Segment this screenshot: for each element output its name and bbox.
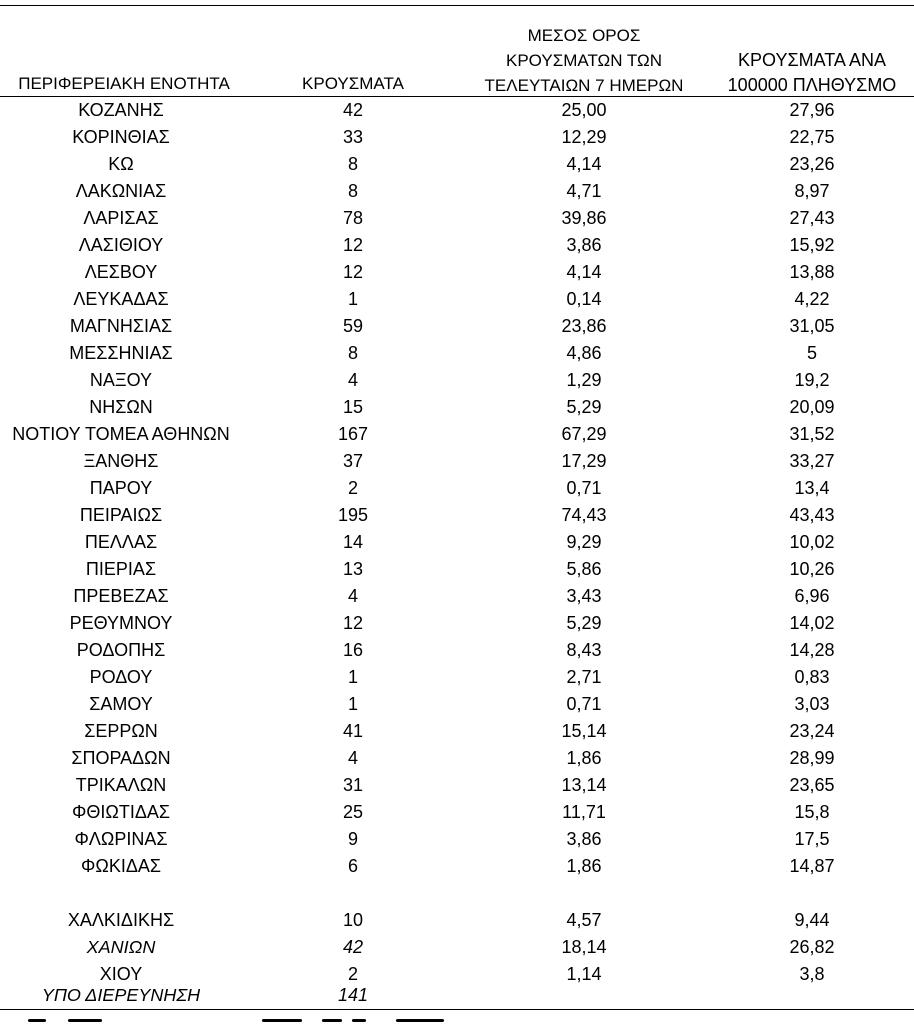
table-row xyxy=(0,286,914,313)
avg7-cell: 5,29 xyxy=(566,613,602,633)
cases-cell: 1 xyxy=(347,667,358,687)
cases-cell: 37 xyxy=(342,451,364,471)
region-cell: ΜΕΣΣΗΝΙΑΣ xyxy=(69,343,173,363)
per100k-cell: 14,02 xyxy=(789,613,835,633)
per100k-cell: 23,26 xyxy=(789,154,835,174)
footer-row xyxy=(0,982,914,1009)
region-cell: ΝΟΤΙΟΥ ΤΟΜΕΑ ΑΘΗΝΩΝ xyxy=(12,424,230,444)
region-cell: ΡΕΘΥΜΝΟΥ xyxy=(69,613,173,633)
table-row xyxy=(0,178,914,205)
avg7-cell: 5,29 xyxy=(566,397,602,417)
per100k-cell: 13,88 xyxy=(789,262,835,282)
cases-cell: 8 xyxy=(347,343,358,363)
region-cell: ΤΡΙΚΑΛΩΝ xyxy=(75,775,167,795)
per100k-cell: 3,03 xyxy=(794,694,830,714)
header-avg7: ΜΕΣΟΣ ΟΡΟΣ ΚΡΟΥΣΜΑΤΩΝ ΤΩΝ ΤΕΛΕΥΤΑΙΩΝ 7 ΗΜΕΡΩΝ xyxy=(484,26,684,95)
avg7-cell: 4,14 xyxy=(566,154,602,174)
per100k-cell: 5 xyxy=(806,343,817,363)
avg7-cell: 39,86 xyxy=(561,208,607,228)
table-row xyxy=(0,232,914,259)
region-cell: ΛΕΥΚΑΔΑΣ xyxy=(73,289,169,309)
table-row xyxy=(0,421,914,448)
per100k-cell: 14,28 xyxy=(789,640,835,660)
table-row xyxy=(0,610,914,637)
table-row xyxy=(0,448,914,475)
avg7-cell: 1,86 xyxy=(566,856,602,876)
cases-cell: 8 xyxy=(347,181,358,201)
table-row xyxy=(0,205,914,232)
cases-cell: 4 xyxy=(347,748,358,768)
region-cell: ΦΛΩΡΙΝΑΣ xyxy=(74,829,168,849)
per100k-cell: 23,24 xyxy=(789,721,835,741)
region-cell: ΛΕΣΒΟΥ xyxy=(84,262,158,282)
region-cell: ΚΟΡΙΝΘΙΑΣ xyxy=(72,127,170,147)
avg7-cell: 25,00 xyxy=(561,100,607,120)
per100k-cell: 26,82 xyxy=(789,937,835,957)
region-cell: ΞΑΝΘΗΣ xyxy=(83,451,159,471)
region-cell: ΣΑΜΟΥ xyxy=(89,694,153,714)
cases-cell: 42 xyxy=(342,100,364,120)
cases-cell: 25 xyxy=(342,802,364,822)
table-body xyxy=(0,97,914,988)
avg7-cell: 13,14 xyxy=(561,775,607,795)
per100k-cell: 4,22 xyxy=(794,289,830,309)
avg7-cell: 5,86 xyxy=(566,559,602,579)
table-row xyxy=(0,313,914,340)
per100k-cell: 28,99 xyxy=(789,748,835,768)
table-row xyxy=(0,664,914,691)
avg7-cell: 11,71 xyxy=(562,802,606,822)
per100k-cell: 23,65 xyxy=(789,775,835,795)
header-cases: ΚΡΟΥΣΜΑΤΑ xyxy=(302,74,404,93)
region-cell: ΣΕΡΡΩΝ xyxy=(84,721,158,741)
cases-cell: 13 xyxy=(342,559,364,579)
avg7-cell: 3,43 xyxy=(566,586,602,606)
region-cell: ΛΑΣΙΘΙΟΥ xyxy=(78,235,164,255)
region-cell: ΠΑΡΟΥ xyxy=(89,478,153,498)
per100k-cell: 8,97 xyxy=(794,181,830,201)
region-cell: ΡΟΔΟΠΗΣ xyxy=(76,640,166,660)
cut-off-next-line xyxy=(0,1013,914,1026)
cases-cell: 195 xyxy=(337,505,369,525)
avg7-cell: 4,14 xyxy=(566,262,602,282)
avg7-cell: 4,86 xyxy=(566,343,602,363)
per100k-cell: 20,09 xyxy=(789,397,835,417)
table-row xyxy=(0,637,914,664)
avg7-cell: 3,86 xyxy=(566,829,602,849)
table-row xyxy=(0,259,914,286)
avg7-cell: 0,14 xyxy=(566,289,602,309)
cases-cell: 42 xyxy=(342,937,364,957)
table-row xyxy=(0,529,914,556)
cases-cell: 9 xyxy=(347,829,358,849)
avg7-cell: 12,29 xyxy=(561,127,607,147)
table-row xyxy=(0,97,914,124)
cases-cell: 12 xyxy=(342,235,364,255)
region-cell: ΡΟΔΟΥ xyxy=(89,667,153,687)
cases-cell: 31 xyxy=(342,775,364,795)
avg7-cell: 1,14 xyxy=(566,964,602,984)
per100k-cell: 10,26 xyxy=(789,559,835,579)
footer-label: ΥΠΟ ΔΙΕΡΕΥΝΗΣΗ xyxy=(41,985,201,1005)
avg7-cell: 8,43 xyxy=(566,640,602,660)
per100k-cell: 3,8 xyxy=(799,964,825,984)
region-cell: ΠΕΛΛΑΣ xyxy=(84,532,158,552)
per100k-cell: 9,44 xyxy=(794,910,830,930)
per100k-cell: 6,96 xyxy=(794,586,830,606)
region-cell: ΛΑΚΩΝΙΑΣ xyxy=(75,181,167,201)
table-row xyxy=(0,907,914,934)
cases-cell: 1 xyxy=(347,289,358,309)
avg7-cell: 3,86 xyxy=(566,235,602,255)
cases-cell: 1 xyxy=(347,694,358,714)
per100k-cell: 14,87 xyxy=(789,856,835,876)
cases-cell: 2 xyxy=(347,478,358,498)
region-cell: ΦΩΚΙΔΑΣ xyxy=(81,856,161,876)
table-row xyxy=(0,475,914,502)
cases-cell: 12 xyxy=(342,262,364,282)
table-row xyxy=(0,691,914,718)
table-row xyxy=(0,151,914,178)
per100k-cell: 27,96 xyxy=(789,100,835,120)
cases-cell: 2 xyxy=(347,964,358,984)
cases-cell: 8 xyxy=(347,154,358,174)
per100k-cell: 0,83 xyxy=(794,667,830,687)
table-bottom-rule xyxy=(0,1009,914,1010)
cases-cell: 33 xyxy=(342,127,364,147)
table-row xyxy=(0,853,914,880)
table-row xyxy=(0,799,914,826)
avg7-cell: 4,57 xyxy=(566,910,602,930)
cases-cell: 78 xyxy=(342,208,364,228)
avg7-cell: 0,71 xyxy=(566,694,602,714)
avg7-cell: 23,86 xyxy=(561,316,607,336)
header-per100k: ΚΡΟΥΣΜΑΤΑ ΑΝΑ 100000 ΠΛΗΘΥΣΜΟ xyxy=(727,50,897,95)
avg7-cell: 15,14 xyxy=(561,721,607,741)
region-cell: ΜΑΓΝΗΣΙΑΣ xyxy=(69,316,173,336)
cases-cell: 6 xyxy=(347,856,358,876)
cases-cell: 12 xyxy=(342,613,364,633)
table-row xyxy=(0,124,914,151)
header-region: ΠΕΡΙΦΕΡΕΙΑΚΗ ΕΝΟΤΗΤΑ xyxy=(18,74,230,93)
region-cell: ΝΗΣΩΝ xyxy=(89,397,153,417)
region-cell: ΠΕΙΡΑΙΩΣ xyxy=(79,505,163,525)
per100k-cell: 15,8 xyxy=(794,802,830,822)
table-top-rule xyxy=(0,5,914,6)
table-row xyxy=(0,934,914,961)
region-cell: ΚΟΖΑΝΗΣ xyxy=(78,100,164,120)
per100k-cell: 31,52 xyxy=(789,424,835,444)
avg7-cell: 1,29 xyxy=(566,370,602,390)
cases-cell: 16 xyxy=(342,640,364,660)
table-row xyxy=(0,583,914,610)
cases-cell: 14 xyxy=(342,532,364,552)
per100k-cell: 33,27 xyxy=(789,451,835,471)
table-row xyxy=(0,394,914,421)
table-row xyxy=(0,772,914,799)
region-cell: ΣΠΟΡΑΔΩΝ xyxy=(71,748,171,768)
table-row xyxy=(0,826,914,853)
cases-cell: 10 xyxy=(342,910,364,930)
region-cell: ΦΘΙΩΤΙΔΑΣ xyxy=(72,802,170,822)
table-row xyxy=(0,556,914,583)
per100k-cell: 10,02 xyxy=(789,532,835,552)
region-cell: ΝΑΞΟΥ xyxy=(89,370,153,390)
region-cell: ΛΑΡΙΣΑΣ xyxy=(83,208,159,228)
per100k-cell: 15,92 xyxy=(789,235,835,255)
avg7-cell: 17,29 xyxy=(561,451,607,471)
avg7-cell: 67,29 xyxy=(561,424,607,444)
avg7-cell: 2,71 xyxy=(566,667,602,687)
avg7-cell: 4,71 xyxy=(566,181,602,201)
cases-cell: 59 xyxy=(342,316,364,336)
avg7-cell: 74,43 xyxy=(561,505,607,525)
table-row xyxy=(0,502,914,529)
table-row xyxy=(0,367,914,394)
avg7-cell: 9,29 xyxy=(566,532,602,552)
per100k-cell: 17,5 xyxy=(794,829,830,849)
per100k-cell: 13,4 xyxy=(794,478,830,498)
cases-cell: 41 xyxy=(342,721,364,741)
region-cell: ΧΙΟΥ xyxy=(99,964,143,984)
per100k-cell: 31,05 xyxy=(789,316,835,336)
table-row xyxy=(0,340,914,367)
cases-cell: 4 xyxy=(347,586,358,606)
avg7-cell: 1,86 xyxy=(566,748,602,768)
region-cell: ΚΩ xyxy=(108,154,134,174)
table-row xyxy=(0,745,914,772)
table-row xyxy=(0,718,914,745)
cases-cell: 4 xyxy=(347,370,358,390)
avg7-cell: 0,71 xyxy=(566,478,602,498)
region-cell: ΧΑΛΚΙΔΙΚΗΣ xyxy=(67,910,175,930)
cases-cell: 167 xyxy=(337,424,369,444)
region-cell: ΠΡΕΒΕΖΑΣ xyxy=(73,586,169,606)
footer-cases: 141 xyxy=(337,985,369,1005)
cases-cell: 15 xyxy=(342,397,364,417)
per100k-cell: 43,43 xyxy=(789,505,835,525)
region-cell: ΠΙΕΡΙΑΣ xyxy=(85,559,157,579)
avg7-cell: 18,14 xyxy=(561,937,607,957)
region-cell: ΧΑΝΙΩΝ xyxy=(86,937,156,957)
per100k-cell: 22,75 xyxy=(789,127,835,147)
per100k-cell: 27,43 xyxy=(789,208,835,228)
per100k-cell: 19,2 xyxy=(794,370,830,390)
